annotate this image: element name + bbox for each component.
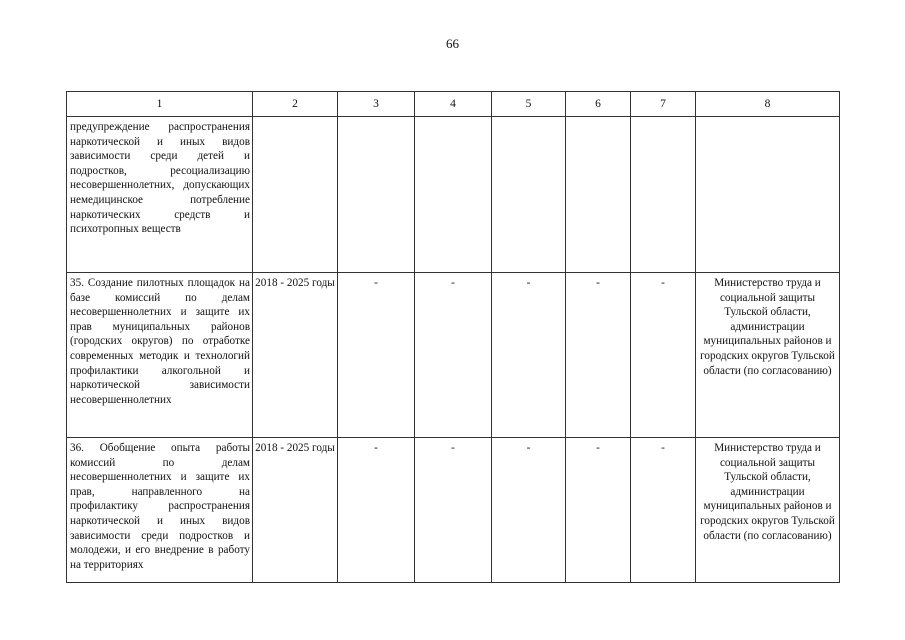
table-header-row (67, 92, 840, 117)
funding-cell: - (631, 438, 696, 583)
measure-description-cell (67, 273, 253, 438)
page-number: 66 (446, 36, 459, 51)
measure-description: 36. Обобщение опыта работы комиссий по делам несовершеннолетних и защите их прав, направленного на профилактику распространения наркотической и иных видов зависимости среди подростков и молодежи, и его внедрение в работу на территориях (70, 442, 250, 571)
column-header: 1 (67, 92, 253, 117)
period-cell (253, 117, 338, 273)
column-header: 4 (415, 92, 492, 117)
table-row (67, 273, 840, 438)
executor-cell (696, 117, 840, 273)
measure-description: предупреждение распространения наркотической и иных видов зависимости среди детей и подростков, ресоциализацию несовершеннолетних, допускающих немедицинское потребление наркотических средств и психотропных веществ (70, 121, 250, 236)
funding-cell: - (566, 273, 631, 438)
period-cell: 2018 - 2025 годы (253, 273, 338, 438)
table-row (67, 117, 840, 273)
funding-cell (566, 117, 631, 273)
measures-table (66, 91, 840, 583)
column-header: 8 (696, 92, 840, 117)
executor-cell: Министерство труда и социальной защиты Тульской области, администрации муниципальных районов и городских округов Тульской области (по согласованию) (696, 438, 840, 583)
column-header: 6 (566, 92, 631, 117)
column-header: 2 (253, 92, 338, 117)
funding-cell: - (338, 273, 415, 438)
measure-description-cell (67, 438, 253, 583)
column-header: 5 (492, 92, 566, 117)
period-cell: 2018 - 2025 годы (253, 438, 338, 583)
funding-cell (415, 117, 492, 273)
table-row (67, 438, 840, 583)
executor-cell: Министерство труда и социальной защиты Тульской области, администрации муниципальных районов и городских округов Тульской области (по согласованию) (696, 273, 840, 438)
funding-cell: - (415, 273, 492, 438)
funding-cell: - (338, 438, 415, 583)
funding-cell (338, 117, 415, 273)
funding-cell: - (631, 273, 696, 438)
funding-cell: - (492, 438, 566, 583)
funding-cell: - (415, 438, 492, 583)
funding-cell: - (566, 438, 631, 583)
column-header: 7 (631, 92, 696, 117)
funding-cell (631, 117, 696, 273)
measure-description: 35. Создание пилотных площадок на базе комиссий по делам несовершеннолетних и защите их прав муниципальных районов (городских округов) по отработке современных методик и технологий профилактики алкогольной и наркотической зависимости несовершеннолетних (70, 277, 250, 406)
funding-cell (492, 117, 566, 273)
funding-cell: - (492, 273, 566, 438)
measure-description-cell (67, 117, 253, 273)
column-header: 3 (338, 92, 415, 117)
